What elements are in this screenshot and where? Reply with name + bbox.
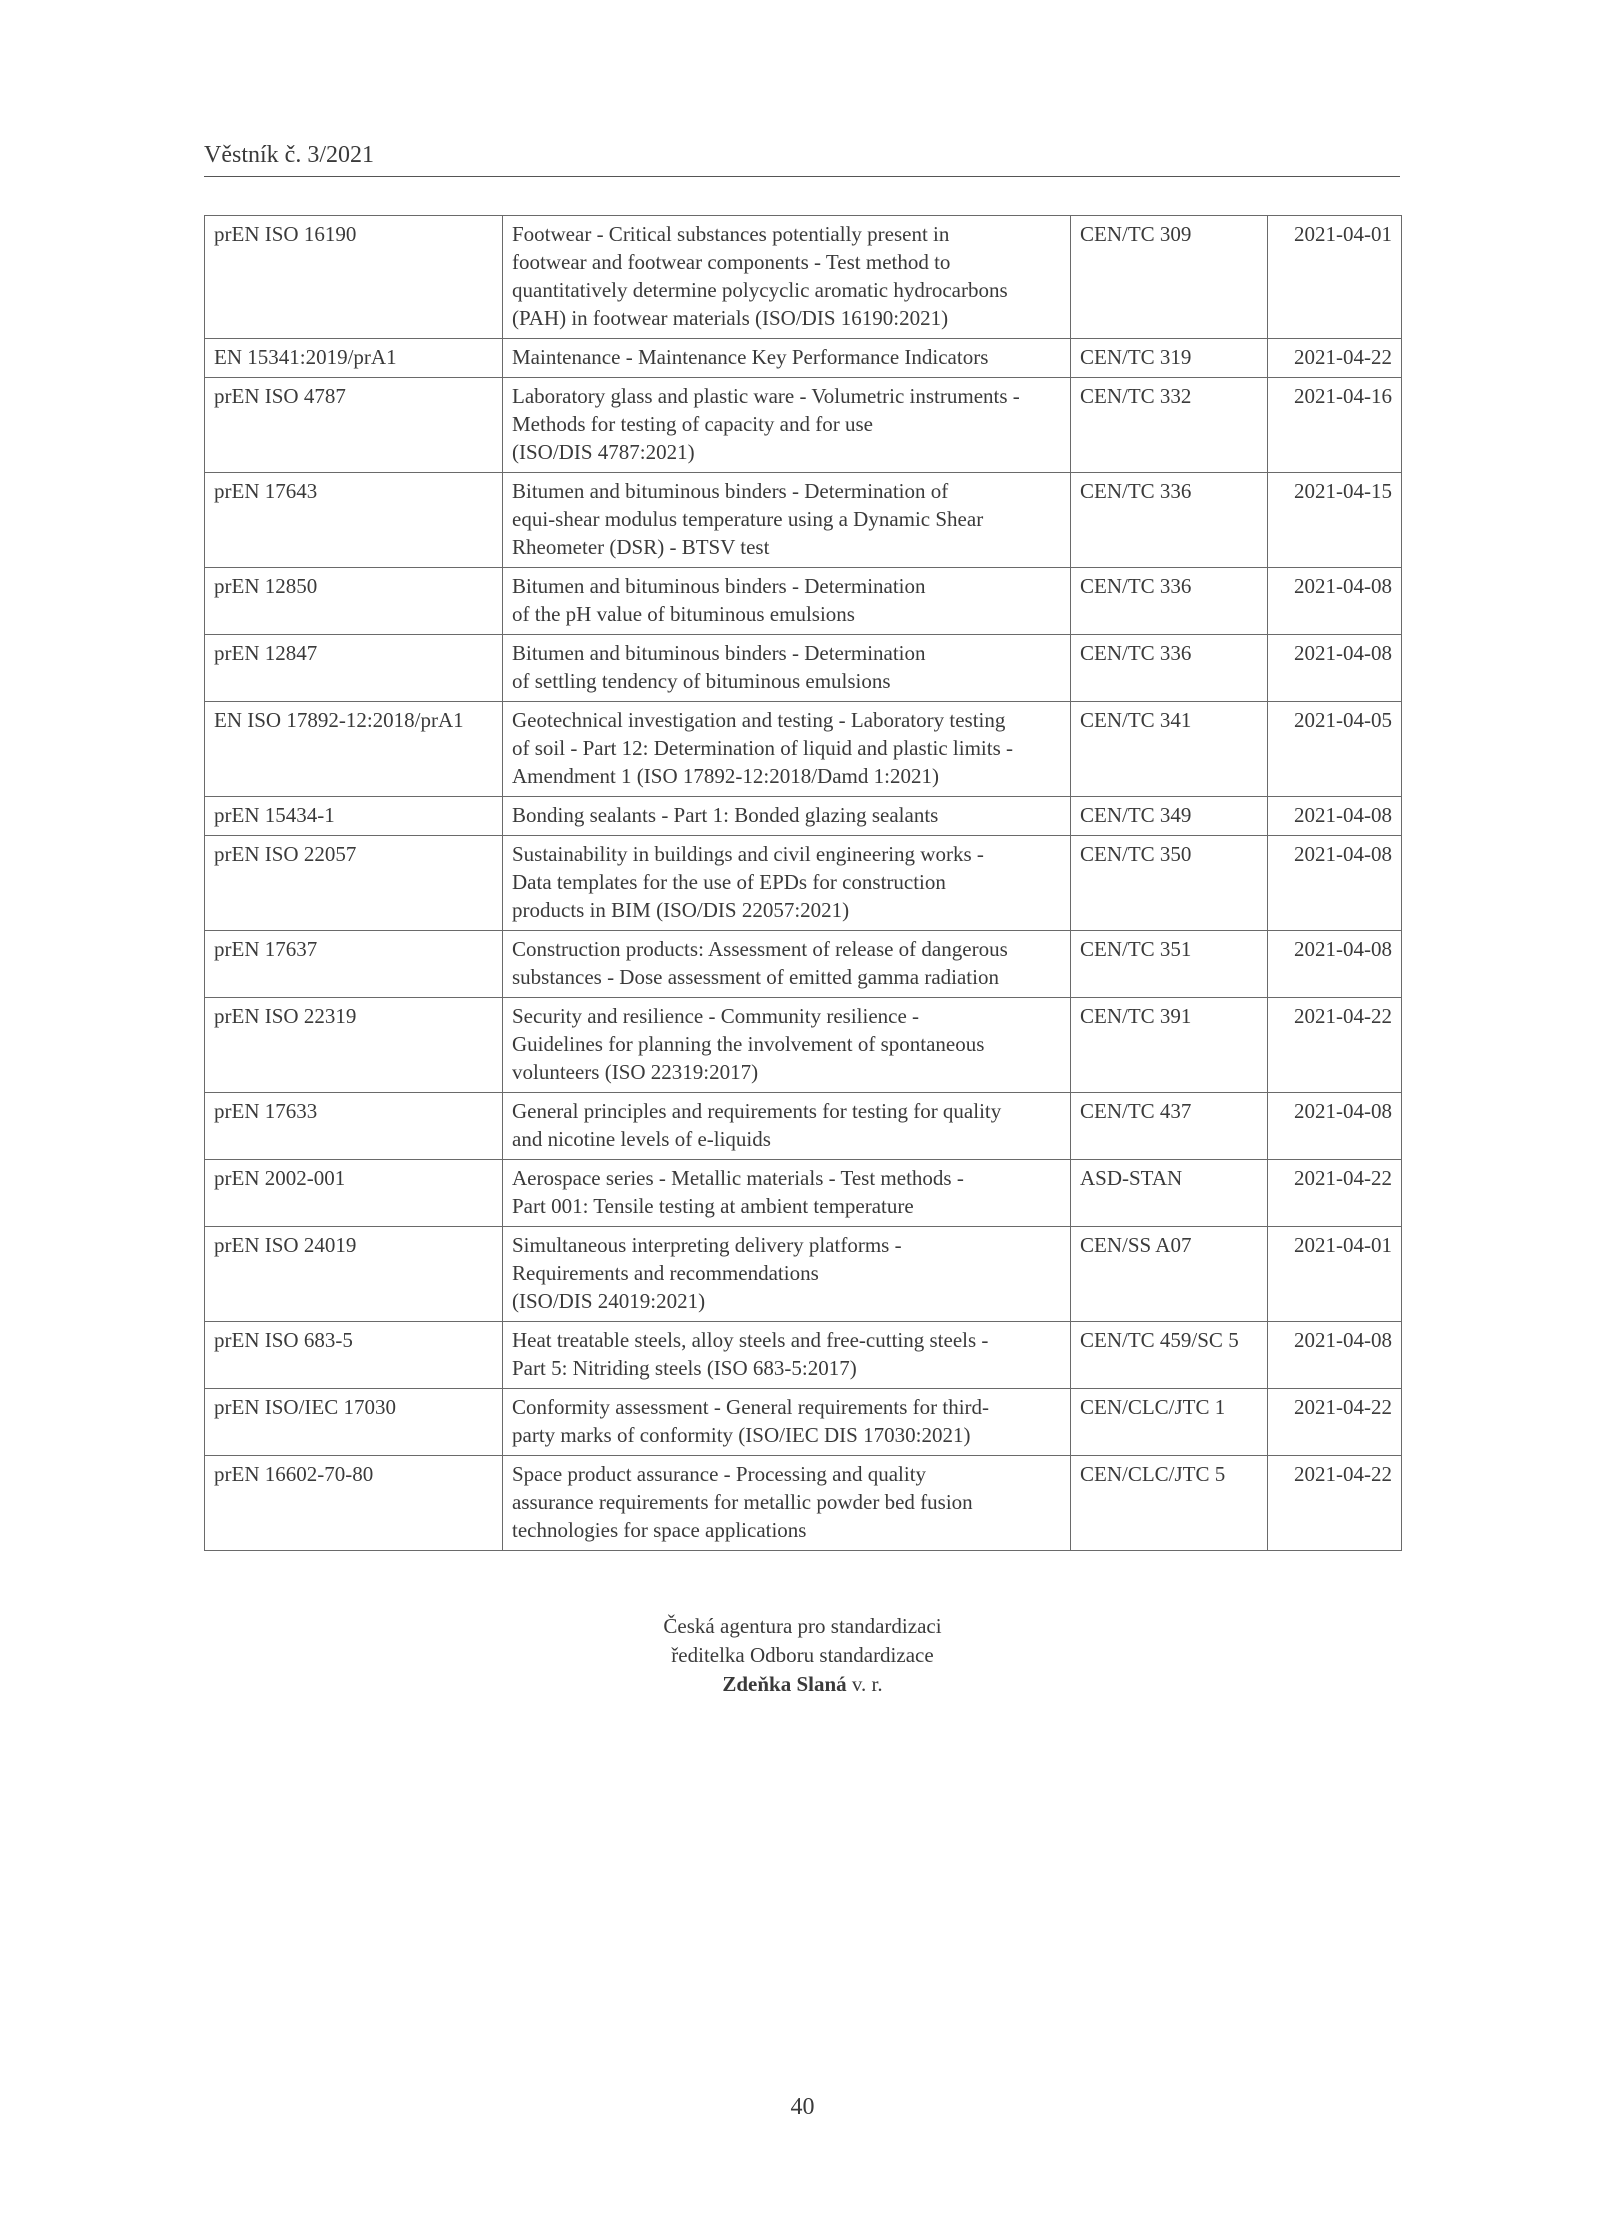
- table-row: [205, 1093, 1402, 1160]
- table-row: [205, 1160, 1402, 1227]
- signature-position: ředitelka Odboru standardizace: [671, 1643, 934, 1667]
- table-row: [205, 1322, 1402, 1389]
- committee-cell: ASD-STAN: [1071, 1160, 1268, 1227]
- standard-code-cell: prEN ISO 4787: [205, 378, 503, 473]
- standard-code-cell: prEN 12847: [205, 635, 503, 702]
- date-cell: 2021-04-08: [1268, 635, 1402, 702]
- page-header: [204, 140, 1400, 177]
- page-number: 40: [790, 2094, 815, 2120]
- table-row: [205, 836, 1402, 931]
- table-row: [205, 702, 1402, 797]
- standard-code-cell: prEN ISO 24019: [205, 1227, 503, 1322]
- table-row: [205, 1389, 1402, 1456]
- date-cell: 2021-04-08: [1268, 1093, 1402, 1160]
- standard-code-cell: prEN 17633: [205, 1093, 503, 1160]
- date-cell: 2021-04-22: [1268, 1389, 1402, 1456]
- standard-code-cell: prEN 15434-1: [205, 797, 503, 836]
- standard-code-cell: prEN 17637: [205, 931, 503, 998]
- standard-title-cell: Space product assurance - Processing and quality assurance requirements for metallic powder bed fusion technologies for space applications: [503, 1456, 1071, 1551]
- standard-title-cell: Bitumen and bituminous binders - Determination of equi-shear modulus temperature using a Dynamic Shear Rheometer (DSR) - BTSV test: [503, 473, 1071, 568]
- table-row: [205, 931, 1402, 998]
- committee-cell: CEN/TC 336: [1071, 635, 1268, 702]
- committee-cell: CEN/TC 341: [1071, 702, 1268, 797]
- standard-code-cell: prEN 2002-001: [205, 1160, 503, 1227]
- committee-cell: CEN/TC 319: [1071, 339, 1268, 378]
- committee-cell: CEN/TC 391: [1071, 998, 1268, 1093]
- committee-cell: CEN/TC 350: [1071, 836, 1268, 931]
- signature-name: Zdeňka Slaná: [722, 1672, 847, 1696]
- table-row: [205, 797, 1402, 836]
- table-row: [205, 1227, 1402, 1322]
- committee-cell: CEN/TC 437: [1071, 1093, 1268, 1160]
- committee-cell: CEN/CLC/JTC 5: [1071, 1456, 1268, 1551]
- date-cell: 2021-04-15: [1268, 473, 1402, 568]
- standard-title-cell: Bonding sealants - Part 1: Bonded glazing sealants: [503, 797, 1071, 836]
- committee-cell: CEN/TC 336: [1071, 473, 1268, 568]
- standard-code-cell: prEN ISO 683-5: [205, 1322, 503, 1389]
- standards-table: [204, 215, 1402, 1551]
- table-row: [205, 1456, 1402, 1551]
- standard-title-cell: Construction products: Assessment of release of dangerous substances - Dose assessment of emitted gamma radiation: [503, 931, 1071, 998]
- date-cell: 2021-04-22: [1268, 998, 1402, 1093]
- committee-cell: CEN/TC 336: [1071, 568, 1268, 635]
- standard-code-cell: prEN ISO 22057: [205, 836, 503, 931]
- standard-title-cell: Bitumen and bituminous binders - Determination of the pH value of bituminous emulsions: [503, 568, 1071, 635]
- table-row: [205, 378, 1402, 473]
- standard-title-cell: Security and resilience - Community resilience - Guidelines for planning the involvement of spontaneous volunteers (ISO 22319:2017): [503, 998, 1071, 1093]
- standard-title-cell: Bitumen and bituminous binders - Determination of settling tendency of bituminous emulsions: [503, 635, 1071, 702]
- committee-cell: CEN/TC 309: [1071, 216, 1268, 339]
- standard-code-cell: prEN ISO 16190: [205, 216, 503, 339]
- table-row: [205, 635, 1402, 702]
- table-row: [205, 473, 1402, 568]
- standard-code-cell: prEN 17643: [205, 473, 503, 568]
- standard-code-cell: prEN 16602-70-80: [205, 1456, 503, 1551]
- standard-title-cell: Heat treatable steels, alloy steels and free-cutting steels - Part 5: Nitriding steels (ISO 683-5:2017): [503, 1322, 1071, 1389]
- table-row: [205, 339, 1402, 378]
- standard-title-cell: Footwear - Critical substances potentially present in footwear and footwear components - Test method to quantitatively determine polycyclic aromatic hydrocarbons (PAH) in footwear materials (ISO/DIS 16190:2021): [503, 216, 1071, 339]
- signature-line: [204, 1670, 1401, 1699]
- signature-suffix: v. r.: [851, 1672, 883, 1696]
- date-cell: 2021-04-22: [1268, 1456, 1402, 1551]
- standard-title-cell: Conformity assessment - General requirements for third- party marks of conformity (ISO/IEC DIS 17030:2021): [503, 1389, 1071, 1456]
- table-row: [205, 568, 1402, 635]
- standard-title-cell: General principles and requirements for testing for quality and nicotine levels of e-liquids: [503, 1093, 1071, 1160]
- standard-code-cell: prEN ISO 22319: [205, 998, 503, 1093]
- standard-code-cell: EN ISO 17892-12:2018/prA1: [205, 702, 503, 797]
- date-cell: 2021-04-08: [1268, 568, 1402, 635]
- standard-title-cell: Aerospace series - Metallic materials - Test methods - Part 001: Tensile testing at ambient temperature: [503, 1160, 1071, 1227]
- signature-block: [204, 1612, 1401, 1699]
- committee-cell: CEN/TC 351: [1071, 931, 1268, 998]
- table-row: [205, 216, 1402, 339]
- committee-cell: CEN/SS A07: [1071, 1227, 1268, 1322]
- journal-title: Věstník č. 3/2021: [204, 142, 374, 168]
- committee-cell: CEN/TC 349: [1071, 797, 1268, 836]
- standard-code-cell: prEN 12850: [205, 568, 503, 635]
- standard-code-cell: prEN ISO/IEC 17030: [205, 1389, 503, 1456]
- standard-code-cell: EN 15341:2019/prA1: [205, 339, 503, 378]
- committee-cell: CEN/CLC/JTC 1: [1071, 1389, 1268, 1456]
- committee-cell: CEN/TC 332: [1071, 378, 1268, 473]
- standard-title-cell: Maintenance - Maintenance Key Performance Indicators: [503, 339, 1071, 378]
- date-cell: 2021-04-22: [1268, 339, 1402, 378]
- signature-organization: Česká agentura pro standardizaci: [663, 1614, 942, 1638]
- standard-title-cell: Simultaneous interpreting delivery platforms - Requirements and recommendations (ISO/DIS 24019:2021): [503, 1227, 1071, 1322]
- date-cell: 2021-04-16: [1268, 378, 1402, 473]
- date-cell: 2021-04-08: [1268, 836, 1402, 931]
- standard-title-cell: Geotechnical investigation and testing - Laboratory testing of soil - Part 12: Determination of liquid and plastic limits - Amendment 1 (ISO 17892-12:2018/Damd 1:2021): [503, 702, 1071, 797]
- date-cell: 2021-04-08: [1268, 797, 1402, 836]
- standards-table-body: [205, 216, 1402, 1551]
- date-cell: 2021-04-01: [1268, 1227, 1402, 1322]
- standard-title-cell: Laboratory glass and plastic ware - Volumetric instruments - Methods for testing of capacity and for use (ISO/DIS 4787:2021): [503, 378, 1071, 473]
- standard-title-cell: Sustainability in buildings and civil engineering works - Data templates for the use of EPDs for construction products in BIM (ISO/DIS 22057:2021): [503, 836, 1071, 931]
- date-cell: 2021-04-01: [1268, 216, 1402, 339]
- table-row: [205, 998, 1402, 1093]
- date-cell: 2021-04-05: [1268, 702, 1402, 797]
- date-cell: 2021-04-22: [1268, 1160, 1402, 1227]
- committee-cell: CEN/TC 459/SC 5: [1071, 1322, 1268, 1389]
- date-cell: 2021-04-08: [1268, 931, 1402, 998]
- date-cell: 2021-04-08: [1268, 1322, 1402, 1389]
